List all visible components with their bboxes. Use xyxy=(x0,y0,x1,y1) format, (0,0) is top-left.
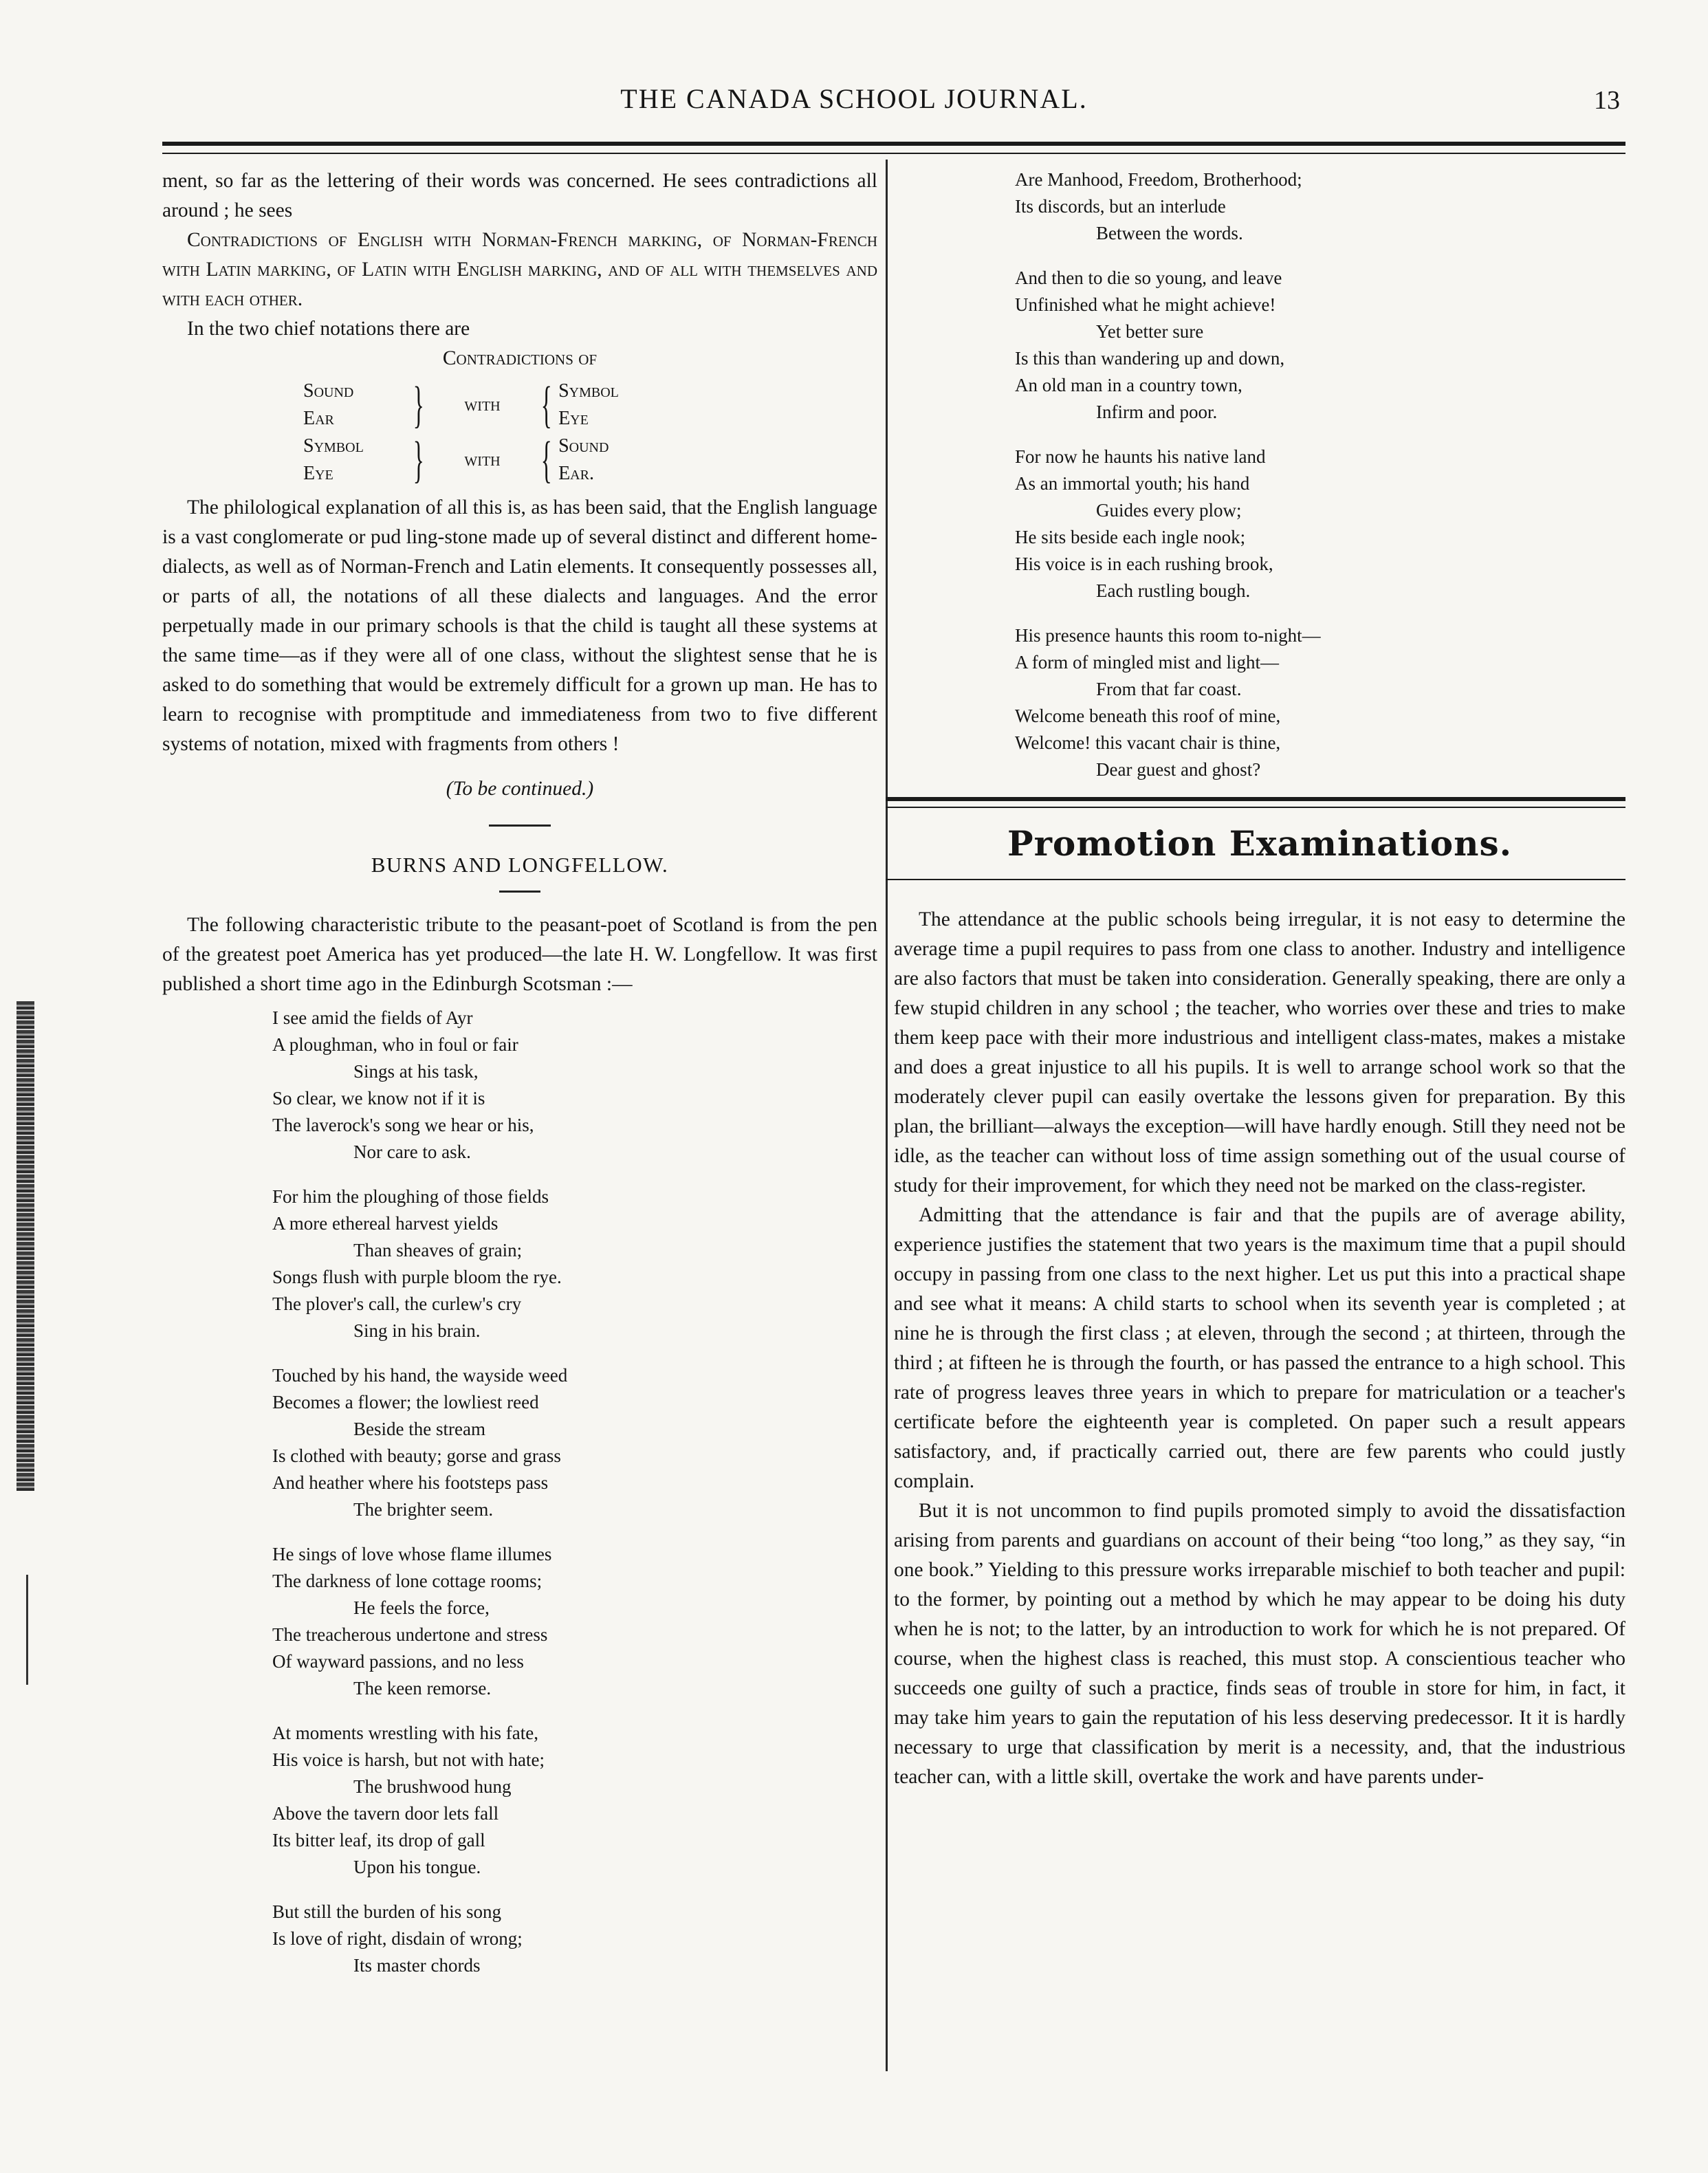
to-be-continued: (To be continued.) xyxy=(446,778,594,800)
poem-stanza xyxy=(1015,622,1625,783)
chief-notations-line: In the two chief notations there are xyxy=(187,318,470,340)
poem-line: His presence haunts this room to-night— xyxy=(1015,625,1321,646)
poem-line: The laverock's song we hear or his, xyxy=(272,1115,534,1135)
section-rule-thin xyxy=(886,807,1625,808)
table-cell: Ear. xyxy=(558,463,594,484)
scan-binding-strip xyxy=(17,1001,34,1491)
poem-line: Above the tavern door lets fall xyxy=(272,1803,499,1824)
header-rule-thin xyxy=(162,153,1625,154)
poem-line: Infirm and poor. xyxy=(1096,402,1218,422)
poem-line: And heather where his footsteps pass xyxy=(272,1472,549,1493)
promotion-paragraph: The attendance at the public schools being irregular, it is not easy to determine the average time a pupil requires to pass from one class to another. Industry and intelligence are also factors that must be taken into consideration. Generally speaking, there are only a few stupid children in any school ; the teacher, who worries over these and tries to make them keep pace with their more industrious and intelligent class-mates, makes a mistake and does a great injustice to all his pupils. It is well to arrange school work so that the moderately clever pupil can easily overtake the lessons given for preparation. By this plan, the brilliant—always the exception—will have hardly enough. Still they need not be idle, as the teacher can without loss of time assign something out of the usual course of study for their improvement, for which they need not be marked on the class-register. xyxy=(894,908,1625,1197)
table-cell: Sound xyxy=(558,435,609,457)
poem-line: Nor care to ask. xyxy=(353,1142,471,1162)
promotion-paragraph: Admitting that the attendance is fair and that the pupils are of average ability, experience justifies the statement that two years is the maximum time that a pupil should occupy in passing from one class to the next higher. Let us put this into a practical shape and see what it means: A child starts to school when its seventh year is completed ; at nine he is through the first class ; at eleven, through the second ; at thirteen, through the third ; at fifteen he is through the fourth, or has passed the entrance to a high school. This rate of progress leaves three years in which to prepare for matriculation or a teacher's certificate before the eighteenth year is completed. On paper such a result appears satisfactory, and, if practically carried out, there are few parents who could justly complain. xyxy=(894,1204,1625,1492)
article-intro: The following characteristic tribute to the peasant-poet of Scotland is from the pen of the greatest poet America has yet produced—the late H. W. Longfellow. It was first published a short time ago in the Edinburgh Scotsman :— xyxy=(162,914,877,995)
poem-line: The treacherous undertone and stress xyxy=(272,1624,548,1645)
poem-line: Guides every plow; xyxy=(1096,500,1242,521)
poem-line: For him the ploughing of those fields xyxy=(272,1186,549,1207)
left-brace: { xyxy=(540,432,552,488)
poem-line: The brushwood hung xyxy=(353,1776,512,1797)
poem-line: Its master chords xyxy=(353,1955,481,1976)
poem-stanza xyxy=(272,1541,877,1702)
poem-line: Its discords, but an interlude xyxy=(1015,196,1226,217)
contradictions-heading: Contradictions of xyxy=(442,347,598,369)
poem-line: Yet better sure xyxy=(1096,321,1204,342)
poem-stanza xyxy=(272,1362,877,1523)
poem-right xyxy=(894,166,1625,783)
poem-line: Of wayward passions, and no less xyxy=(272,1651,524,1672)
poem-stanza xyxy=(1015,265,1625,426)
promotion-paragraph: But it is not uncommon to find pupils promoted simply to avoid the dissatisfaction arising from parents and guardians on account of their being “too long,” as they say, “in one book.” Yielding to this pressure works irreparable mischief to both teacher and pupil: to the former, by pointing out a method by which he may appear to be doing his duty when he is not; to the latter, by an introduction to work for which he is not prepared. Of course, when the highest class is reached, this must stop. A conscientious teacher who succeeds one guilty of such a practice, finds seas of trouble in store for him, in fact, it may take him years to gain the reputation of his less deserving predecessor. It it is hardly necessary to urge that classification by merit is a necessity, and, that the industrious teacher can, with a little skill, overtake the work and have parents under- xyxy=(894,1500,1625,1788)
poem-line: Sings at his task, xyxy=(353,1061,479,1082)
philological-paragraph: The philological explanation of all this is, as has been said, that the English language is a vast conglomerate or pud ling-stone made up of several distinct and different home-dialects, as well as of Norman-French and Latin elements. It consequently possesses all, or parts of all, the notations of all these dialects and languages. And the error perpetually made in our primary schools is that the child is taught all these systems at the same time—as if they were all of one class, without the slightest sense that he is asked to do something that would be extremely difficult for a grown up man. He has to learn to recognise with promptitude and immediateness from two to five different systems of notation, mixed with fragments from others ! xyxy=(162,496,877,755)
intro-paragraph: ment, so far as the lettering of their words was concerned. He sees contradictions all around ; he sees xyxy=(162,170,877,221)
poem-line: Welcome beneath this roof of mine, xyxy=(1015,706,1281,726)
poem-line: Are Manhood, Freedom, Brotherhood; xyxy=(1015,169,1302,190)
poem-line: For now he haunts his native land xyxy=(1015,446,1266,467)
column-divider xyxy=(886,160,888,2071)
table-with: with xyxy=(464,394,501,415)
poem-line: An old man in a country town, xyxy=(1015,375,1242,395)
contradictions-paragraph: Contradictions of English with Norman-French marking, of Norman-French with Latin marking, of Latin with English marking, and of all with themselves and with each other. xyxy=(162,229,877,310)
poem-line: The brighter seem. xyxy=(353,1499,494,1520)
article-title: BURNS AND LONGFELLOW. xyxy=(371,853,669,877)
poem-line: Songs flush with purple bloom the rye. xyxy=(272,1267,562,1287)
poem-line: He sits beside each ingle nook; xyxy=(1015,527,1246,547)
section-title: Promotion Examinations. xyxy=(1007,823,1513,864)
poem-line: His voice is in each rushing brook, xyxy=(1015,554,1273,574)
table-with: with xyxy=(464,449,501,470)
table-cell: Symbol xyxy=(303,435,364,457)
poem-stanza xyxy=(1015,166,1625,247)
table-cell: Sound xyxy=(303,380,354,402)
right-brace: } xyxy=(413,377,424,433)
poem-stanza xyxy=(272,1183,877,1344)
poem-line: His voice is harsh, but not with hate; xyxy=(272,1749,545,1770)
poem-line: Becomes a flower; the lowliest reed xyxy=(272,1392,539,1412)
left-brace: { xyxy=(540,377,552,433)
section-title-rule xyxy=(886,879,1625,880)
poem-line: Dear guest and ghost? xyxy=(1096,759,1261,780)
right-brace: } xyxy=(413,432,424,488)
right-column xyxy=(894,166,1625,1792)
poem-stanza xyxy=(272,1720,877,1881)
left-column xyxy=(162,166,877,1997)
poem-line: The keen remorse. xyxy=(353,1678,492,1699)
poem-line: Its bitter leaf, its drop of gall xyxy=(272,1830,485,1850)
poem-line: Is this than wandering up and down, xyxy=(1015,348,1285,369)
poem-line: The plover's call, the curlew's cry xyxy=(272,1293,522,1314)
page-number: 13 xyxy=(1594,86,1620,115)
poem-stanza xyxy=(272,1005,877,1166)
poem-line: Unfinished what he might achieve! xyxy=(1015,294,1276,315)
poem-line: Sing in his brain. xyxy=(353,1320,481,1341)
poem-line: A ploughman, who in foul or fair xyxy=(272,1034,518,1055)
poem-line: But still the burden of his song xyxy=(272,1901,501,1922)
poem-left xyxy=(162,1005,877,1979)
table-cell: Ear xyxy=(303,408,334,429)
article-separator-rule xyxy=(489,825,551,827)
poem-line: Is clothed with beauty; gorse and grass xyxy=(272,1445,561,1466)
scan-mark xyxy=(26,1575,28,1685)
poem-line: Than sheaves of grain; xyxy=(353,1240,523,1260)
table-cell: Eye xyxy=(558,408,589,429)
poem-line: At moments wrestling with his fate, xyxy=(272,1723,538,1743)
journal-title: THE CANADA SCHOOL JOURNAL. xyxy=(620,83,1088,114)
poem-stanza xyxy=(1015,444,1625,604)
header-rule-thick xyxy=(162,142,1625,146)
poem-line: He sings of love whose flame illumes xyxy=(272,1544,552,1564)
poem-line: And then to die so young, and leave xyxy=(1015,267,1282,288)
poem-line: Touched by his hand, the wayside weed xyxy=(272,1365,568,1386)
poem-line: So clear, we know not if it is xyxy=(272,1088,485,1109)
poem-line: A more ethereal harvest yields xyxy=(272,1213,499,1234)
poem-line: Welcome! this vacant chair is thine, xyxy=(1015,732,1281,753)
poem-stanza xyxy=(272,1899,877,1979)
table-cell: Symbol xyxy=(558,380,619,402)
section-rule-thick xyxy=(886,797,1625,801)
poem-line: I see amid the fields of Ayr xyxy=(272,1007,473,1028)
poem-line: Between the words. xyxy=(1096,223,1243,243)
poem-line: Each rustling bough. xyxy=(1096,580,1251,601)
table-cell: Eye xyxy=(303,463,333,484)
poem-line: From that far coast. xyxy=(1096,679,1242,699)
poem-line: A form of mingled mist and light— xyxy=(1015,652,1279,673)
poem-line: Beside the stream xyxy=(353,1419,485,1439)
poem-line: He feels the force, xyxy=(353,1597,490,1618)
poem-line: As an immortal youth; his hand xyxy=(1015,473,1250,494)
article-title-rule xyxy=(499,891,540,893)
poem-line: Upon his tongue. xyxy=(353,1857,481,1877)
contradictions-table xyxy=(303,378,619,488)
poem-line: The darkness of lone cottage rooms; xyxy=(272,1571,543,1591)
poem-line: Is love of right, disdain of wrong; xyxy=(272,1928,523,1949)
